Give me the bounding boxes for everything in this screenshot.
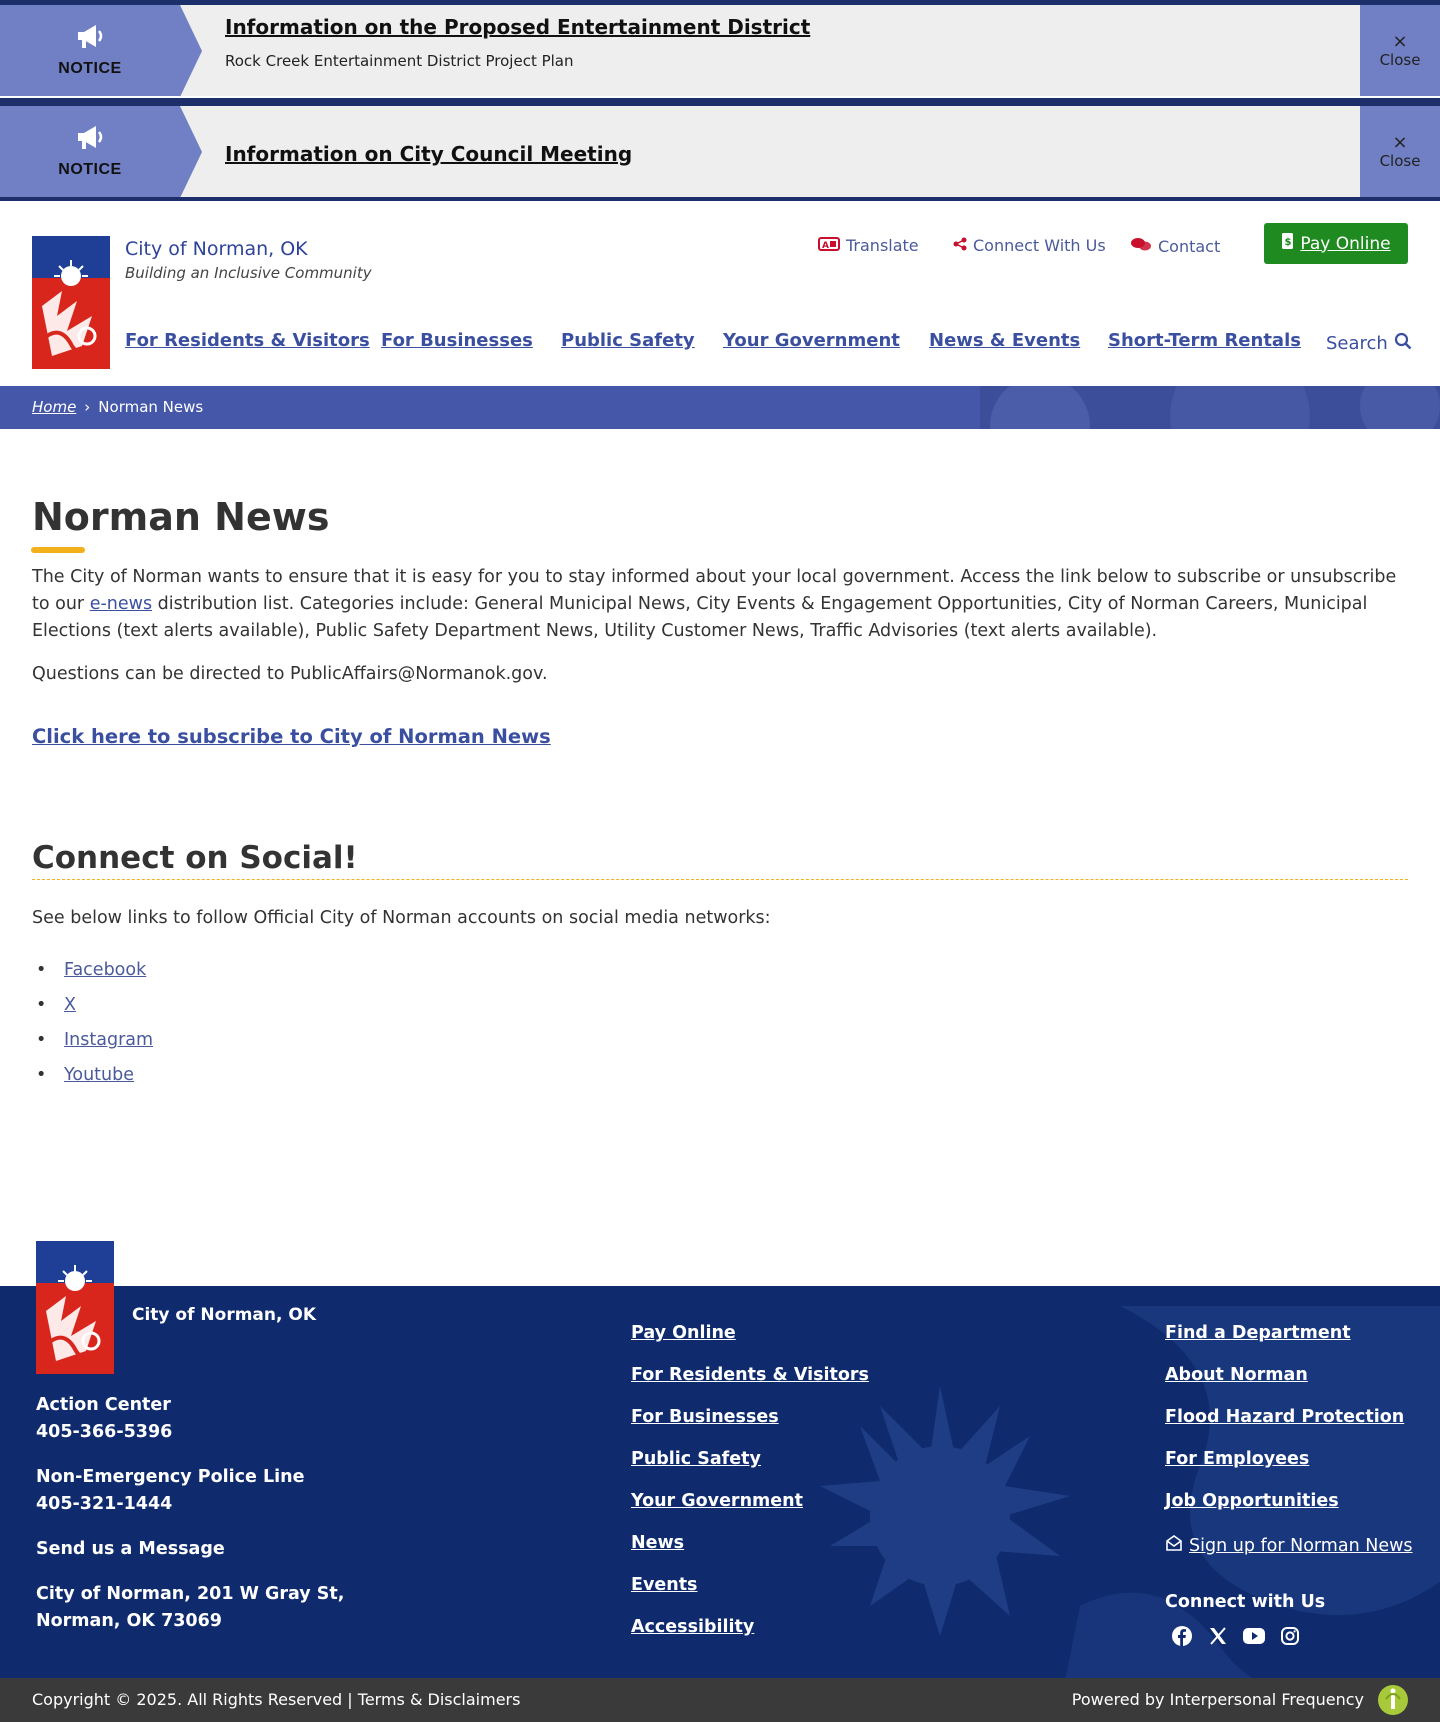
powered-by-link[interactable]: Powered by Interpersonal Frequency [1071,1690,1364,1709]
page-title: Norman News [32,495,330,539]
footer-find-department[interactable]: Find a Department [1165,1323,1351,1343]
copyright-text: Copyright © 2025. All Rights Reserved [32,1690,343,1709]
translate-icon [818,237,840,255]
instagram-link[interactable]: Instagram [64,1030,154,1050]
action-center-phone: 405-366-5396 [36,1422,173,1442]
action-center-label: Action Center [36,1395,171,1415]
list-item [64,995,153,1030]
notice-tag [0,106,180,197]
payment-icon [1281,232,1294,255]
footer-job-opportunities[interactable]: Job Opportunities [1165,1491,1339,1511]
connect-label: Connect With Us [973,236,1106,255]
svg-text:A: A [822,240,829,251]
chevron-right-icon: › [84,398,91,416]
footer-for-employees[interactable]: For Employees [1165,1449,1310,1469]
mail-icon [1165,1534,1183,1557]
city-logo[interactable] [32,236,110,369]
interpersonal-frequency-logo[interactable] [1378,1685,1408,1715]
notice-label: NOTICE [58,60,122,77]
address-line-1: City of Norman, 201 W Gray St, [36,1584,345,1604]
list-item [64,1065,153,1100]
notice-banner-2 [0,98,1440,201]
list-item [64,1030,153,1065]
youtube-link[interactable]: Youtube [64,1065,134,1085]
nav-residents-visitors[interactable]: For Residents & Visitors [125,330,370,351]
nav-news-events[interactable]: News & Events [929,330,1081,351]
footer-news[interactable]: News [631,1533,685,1553]
list-item [64,960,153,995]
address-line-2: Norman, OK 73069 [36,1611,222,1631]
footer-about-norman[interactable]: About Norman [1165,1365,1308,1385]
notice-banner-1 [0,0,1440,96]
connect-with-us-link[interactable] [953,236,1106,255]
svg-text:$: $ [1284,237,1292,248]
terms-link[interactable]: Terms & Disclaimers [357,1690,521,1709]
megaphone-icon [75,23,105,54]
footer-signup-link[interactable] [1165,1534,1413,1557]
share-icon [953,237,967,255]
footer-residents-visitors[interactable]: For Residents & Visitors [631,1365,869,1385]
site-tagline: Building an Inclusive Community [125,264,372,282]
footer-address [36,1581,344,1635]
facebook-link[interactable]: Facebook [64,960,147,980]
instagram-icon[interactable] [1278,1624,1302,1648]
title-underline [31,547,85,553]
close-label: Close [1379,151,1421,170]
pay-online-label: Pay Online [1300,233,1391,254]
footer-businesses[interactable]: For Businesses [631,1407,779,1427]
search-label: Search [1326,333,1388,354]
footer-accessibility[interactable]: Accessibility [631,1617,755,1637]
police-line-phone: 405-321-1444 [36,1494,173,1514]
enews-link[interactable]: e-news [89,594,153,614]
send-message-link[interactable]: Send us a Message [36,1539,225,1559]
notice-title-link[interactable]: Information on City Council Meeting [225,142,633,166]
search-button[interactable] [1326,332,1412,355]
footer-your-government[interactable]: Your Government [631,1491,803,1511]
bottom-bar [0,1678,1440,1722]
police-line-label: Non-Emergency Police Line [36,1467,305,1487]
section-divider [32,879,1408,880]
subscribe-link[interactable]: Click here to subscribe to City of Norman News [32,725,551,748]
copyright-line [32,1690,520,1709]
contact-link[interactable] [1130,236,1220,256]
notice-close-button[interactable] [1360,106,1440,197]
notice-title-link[interactable]: Information on the Proposed Entertainment District [225,15,811,39]
breadcrumb [0,386,1440,429]
intro-paragraph [32,564,1412,645]
police-line[interactable] [36,1464,304,1518]
x-link[interactable]: X [64,995,76,1015]
footer-logo[interactable] [36,1241,114,1374]
site-name[interactable]: City of Norman, OK [125,238,308,260]
social-section-title: Connect on Social! [32,840,358,876]
nav-businesses[interactable]: For Businesses [381,330,533,351]
breadcrumb-current: Norman News [98,398,204,416]
notice-label: NOTICE [58,161,122,178]
footer-flood-hazard[interactable]: Flood Hazard Protection [1165,1407,1405,1427]
social-intro-text: See below links to follow Official City of Norman accounts on social media networks: [32,908,771,928]
intro-text-after: distribution list. Categories include: General Municipal News, City Events & Engagement Opportunities, City of Norman Careers, Municipal Elections (text alerts available), Public Safety Department News, Utility Customer News, Traffic Advisories (text alerts available). [32,594,1368,641]
chat-bubbles-icon [1130,236,1152,256]
intro-text-before: The City of Norman wants to ensure that it is easy for you to stay informed about your local government. Access the link below to subscribe or unsubscribe to our [32,567,1397,614]
footer-events[interactable]: Events [631,1575,698,1595]
close-label: Close [1379,50,1421,69]
questions-text: Questions can be directed to PublicAffairs@Normanok.gov. [32,664,548,684]
breadcrumb-home[interactable]: Home [32,398,77,416]
breadcrumb-decoration [980,386,1440,429]
search-icon [1394,332,1412,355]
footer-pay-online[interactable]: Pay Online [631,1323,736,1343]
pay-online-button[interactable] [1264,223,1408,264]
separator: | [347,1690,353,1709]
footer-social-icons [1170,1624,1302,1648]
facebook-icon[interactable] [1170,1624,1194,1648]
footer-decoration [820,1306,1440,1678]
social-links-list [64,960,153,1100]
notice-tag [0,5,180,96]
footer-public-safety[interactable]: Public Safety [631,1449,761,1469]
youtube-icon[interactable] [1242,1624,1266,1648]
megaphone-icon [75,124,105,155]
nav-public-safety[interactable]: Public Safety [561,330,695,351]
notice-subtitle: Rock Creek Entertainment District Project Plan [225,52,574,70]
notice-close-button[interactable] [1360,5,1440,96]
translate-label: Translate [846,236,919,255]
footer-site-name: City of Norman, OK [132,1305,317,1325]
contact-label: Contact [1158,236,1221,256]
close-icon: × [1392,131,1408,153]
nav-short-term-rentals[interactable]: Short-Term Rentals [1108,330,1301,351]
action-center[interactable] [36,1392,172,1446]
nav-your-government[interactable]: Your Government [723,330,900,351]
footer-connect-title: Connect with Us [1165,1592,1326,1612]
x-icon[interactable] [1206,1624,1230,1648]
signup-label: Sign up for Norman News [1189,1535,1413,1556]
translate-link[interactable] [818,236,919,255]
close-icon: × [1392,30,1408,52]
